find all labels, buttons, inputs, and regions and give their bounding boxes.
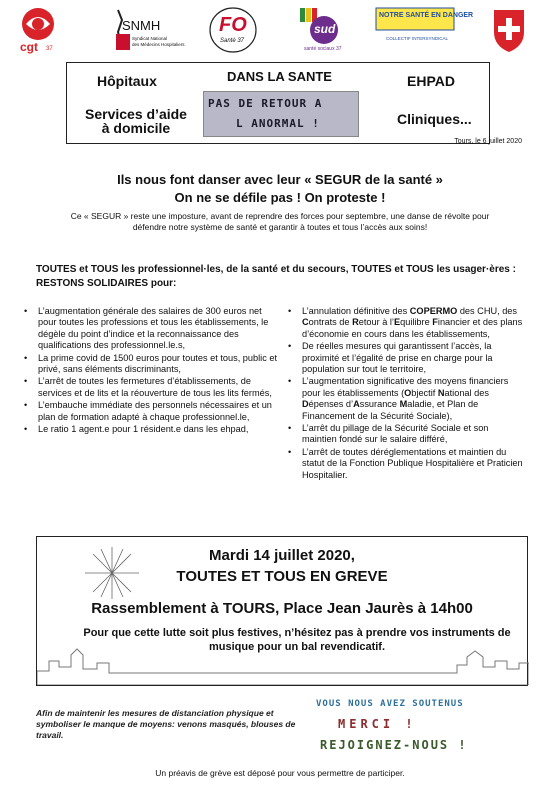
label-dans-la-sante: DANS LA SANTE — [227, 69, 332, 84]
shield-logo — [488, 6, 530, 54]
banner-image — [203, 91, 359, 137]
cgt-logo — [16, 6, 60, 54]
logo-strip — [0, 0, 560, 58]
dateline: Tours, le 6 juillet 2020 — [454, 138, 522, 145]
list-item-text: L’arrêt du pillage de la Sécurité Sociale et son maintien fondé sur le salaire différé, — [302, 423, 489, 445]
main-title: Ils nous font danser avec leur « SEGUR de la santé » — [117, 172, 443, 187]
bullet-icon: • — [24, 306, 28, 316]
list-item — [288, 423, 524, 446]
list-item — [24, 306, 278, 352]
thanks-banner — [312, 697, 520, 759]
services-line-1: Services d’aide — [85, 106, 187, 122]
bullet-icon: • — [288, 341, 292, 352]
sud-logo — [296, 6, 348, 54]
list-item-text: L’arrêt de toutes déréglementations et maintien du statut de la Fonction Publique Hospitalière et Praticien Hospitalier. — [302, 446, 523, 480]
intro-text: Ce « SEGUR » reste une imposture, avant de reprendre des forces pour septembre, une danse de révolte pour défendre notre système de santé et garantir à toutes et tous l’accès aux soins! — [70, 211, 490, 232]
city-skyline-icon — [37, 637, 529, 685]
bullet-icon: • — [24, 400, 28, 411]
label-cliniques: Cliniques... — [397, 111, 472, 127]
list-item — [288, 306, 524, 340]
list-item-text: Le ratio 1 agent.e pour 1 résident.e dans les ehpad, — [38, 424, 249, 435]
fo-logo — [208, 6, 258, 54]
cgt-sublabel: 37 — [46, 46, 53, 52]
snmh-sublabel-1: Syndicat National — [132, 36, 168, 41]
collectif-label: NOTRE SANTÉ EN DANGER — [379, 12, 474, 19]
fo-label: FO — [219, 14, 247, 36]
list-item — [24, 353, 278, 376]
bullet-icon: • — [288, 446, 292, 457]
list-item — [288, 341, 524, 375]
list-item — [288, 376, 524, 422]
bullet-icon: • — [288, 376, 292, 387]
list-item-text: L’augmentation générale des salaires de 300 euros net pour toutes les professions et tous les établissements, le dégèle du point d’indice et la reconnaissance des qualifications des professionnel.le.s, — [38, 306, 269, 351]
snmh-label: SNMH — [122, 18, 161, 33]
strike-announcement-box — [36, 536, 528, 686]
lead-paragraph: TOUTES et TOUS les professionnel·les, de la santé et du secours, TOUTES et TOUS les usager·ères : RESTONS SOLIDAIRES pour: — [36, 264, 516, 289]
thanks-row-3: REJOIGNEZ-NOUS ! — [320, 738, 468, 752]
banner-line-1: PAS DE RETOUR A — [208, 97, 323, 110]
thanks-row-2: MERCI ! — [338, 717, 417, 731]
bullet-icon: • — [24, 424, 28, 435]
footer-note: Un préavis de grève est déposé pour vous permettre de participer. — [155, 768, 405, 778]
rassemblement-text: Rassemblement à TOURS, Place Jean Jaurès à 14h00 — [91, 600, 473, 617]
bullet-icon: • — [288, 423, 292, 434]
label-ehpad: EHPAD — [407, 73, 455, 89]
list-item — [24, 400, 278, 423]
label-hopitaux: Hôpitaux — [97, 73, 157, 89]
bullet-icon: • — [24, 352, 28, 363]
distancing-note: Afin de maintenir les mesures de distanciation physique et symboliser le manque de moyens: venons masqués, blouses de travail. — [36, 708, 296, 740]
subtitle: On ne se défile pas ! On proteste ! — [174, 190, 386, 205]
bullet-icon: • — [24, 376, 28, 387]
list-item — [24, 424, 278, 435]
list-item-text: La prime covid de 1500 euros pour toutes et tous, public et privé, sans éléments discriminants, — [38, 352, 278, 375]
list-item-text: L’embauche immédiate des personnels nécessaires et un plan de formation adapté à chaque professionnel.le, — [38, 400, 272, 422]
festive-text: Pour que cette lutte soit plus festives, n’hésitez pas à prendre vos instruments de musique pour un bal revendicatif. — [83, 627, 511, 653]
list-item-text: L’augmentation significative des moyens financiers pour les établissements (Objectif National des Dépenses d’Assurance Maladie, et Plan de Financement de la Sécurité Sociale), — [302, 376, 509, 421]
list-item-text: L’annulation définitive des COPERMO des CHU, des Contrats de Retour à l’Equilibre Financier et des plans d’économie en cours dans les établissements, — [302, 306, 523, 339]
sud-label: sud — [314, 22, 336, 36]
list-item-text: L’arrêt de toutes les fermetures d’établissements, de services et de lits et la réouverture de tous les lits fermés, — [38, 376, 272, 398]
demands-left-column — [24, 306, 278, 436]
demands-right-column — [288, 306, 524, 482]
label-services-aide — [85, 107, 187, 135]
header-box — [66, 62, 490, 144]
thanks-row-1: VOUS NOUS AVEZ SOUTENUS — [316, 699, 464, 709]
snmh-logo — [108, 6, 185, 54]
bullet-icon: • — [288, 306, 292, 316]
banner-line-2: L ANORMAL ! — [236, 117, 320, 130]
cgt-label: cgt — [20, 40, 38, 54]
strike-date: Mardi 14 juillet 2020, — [209, 547, 355, 564]
list-item — [24, 376, 278, 399]
list-item-text: De réelles mesures qui garantissent l’accès, la proximité et l’égalité de prise en charge pour la population sur tout le territoire, — [302, 341, 493, 375]
strike-headline: TOUTES ET TOUS EN GREVE — [176, 568, 388, 585]
sud-sublabel: santé sociaux 37 — [304, 46, 342, 52]
services-line-2: à domicile — [101, 120, 171, 136]
snmh-sublabel-2: des Médecins Hospitaliers — [132, 42, 185, 47]
fo-sublabel: Santé 37 — [220, 38, 245, 44]
collectif-sublabel: COLLECTIF INTERSYNDICAL — [386, 36, 449, 41]
collectif-logo — [374, 6, 474, 54]
list-item — [288, 447, 524, 481]
